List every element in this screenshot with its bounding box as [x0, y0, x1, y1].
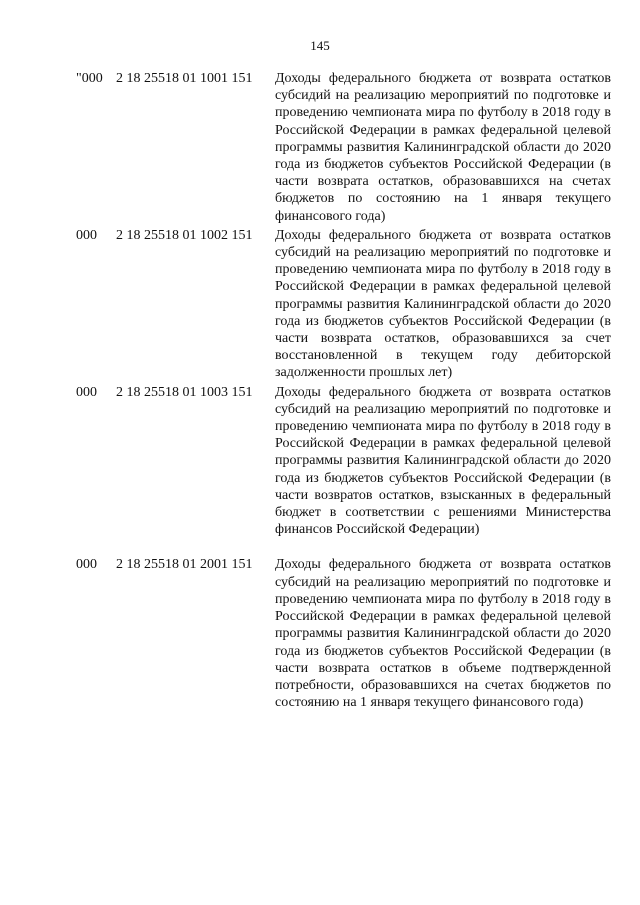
admin-code: 000 [76, 557, 97, 573]
budget-classification-code: 2 18 25518 01 1002 151 [116, 227, 253, 243]
budget-classification-code: 2 18 25518 01 2001 151 [116, 557, 253, 573]
revenue-description: Доходы федерального бюджета от возврата остатков субсидий на реализацию мероприятий по подготовке и проведению чемпионата мира по футболу в 2018 году в Российской Федерации в рамках федеральной целевой программы развития Калининградской области до 2020 года из бюджетов субъектов Российской Федерации (в части возвратов остатков, взысканных в федеральный бюджет в соответствии с решениями Министерства финансов Российской Федерации) [275, 384, 611, 538]
admin-code: "000 [76, 71, 103, 86]
revenue-description: Доходы федерального бюджета от возврата остатков субсидий на реализацию мероприятий по подготовке и проведению чемпионата мира по футболу в 2018 году в Российской Федерации в рамках федеральной целевой программы развития Калининградской области до 2020 года из бюджетов субъектов Российской Федерации (в части возврата остатков в объеме подтвержденной потребности, образовавшихся на счетах бюджетов по состоянию на 1 января текущего финансового года) [275, 557, 611, 711]
admin-code: 000 [76, 227, 97, 243]
revenue-description: Доходы федерального бюджета от возврата остатков субсидий на реализацию мероприятий по подготовке и проведению чемпионата мира по футболу в 2018 году в Российской Федерации в рамках федеральной целевой программы развития Калининградской области до 2020 года из бюджетов субъектов Российской Федерации (в части возврата остатков, образовавшихся на счетах бюджетов по состоянию на 1 января текущего финансового года) [275, 71, 611, 224]
admin-code: 000 [76, 384, 97, 400]
table-row [0, 556, 640, 711]
revenue-description: Доходы федерального бюджета от возврата остатков субсидий на реализацию мероприятий по подготовке и проведению чемпионата мира по футболу в 2018 году в Российской Федерации в рамках федеральной целевой программы развития Калининградской области до 2020 года из бюджетов субъектов Российской Федерации (в части возврата остатков, образовавшихся за счет восстановленной в текущем году дебиторской задолженности прошлых лет) [275, 227, 611, 381]
table-row [0, 384, 640, 539]
page-number: 145 [310, 38, 330, 53]
table-row [0, 227, 640, 382]
budget-classification-code: 2 18 25518 01 1001 151 [116, 71, 253, 86]
budget-classification-code: 2 18 25518 01 1003 151 [116, 384, 253, 400]
revenue-code-table [0, 70, 640, 711]
table-row [0, 70, 640, 225]
